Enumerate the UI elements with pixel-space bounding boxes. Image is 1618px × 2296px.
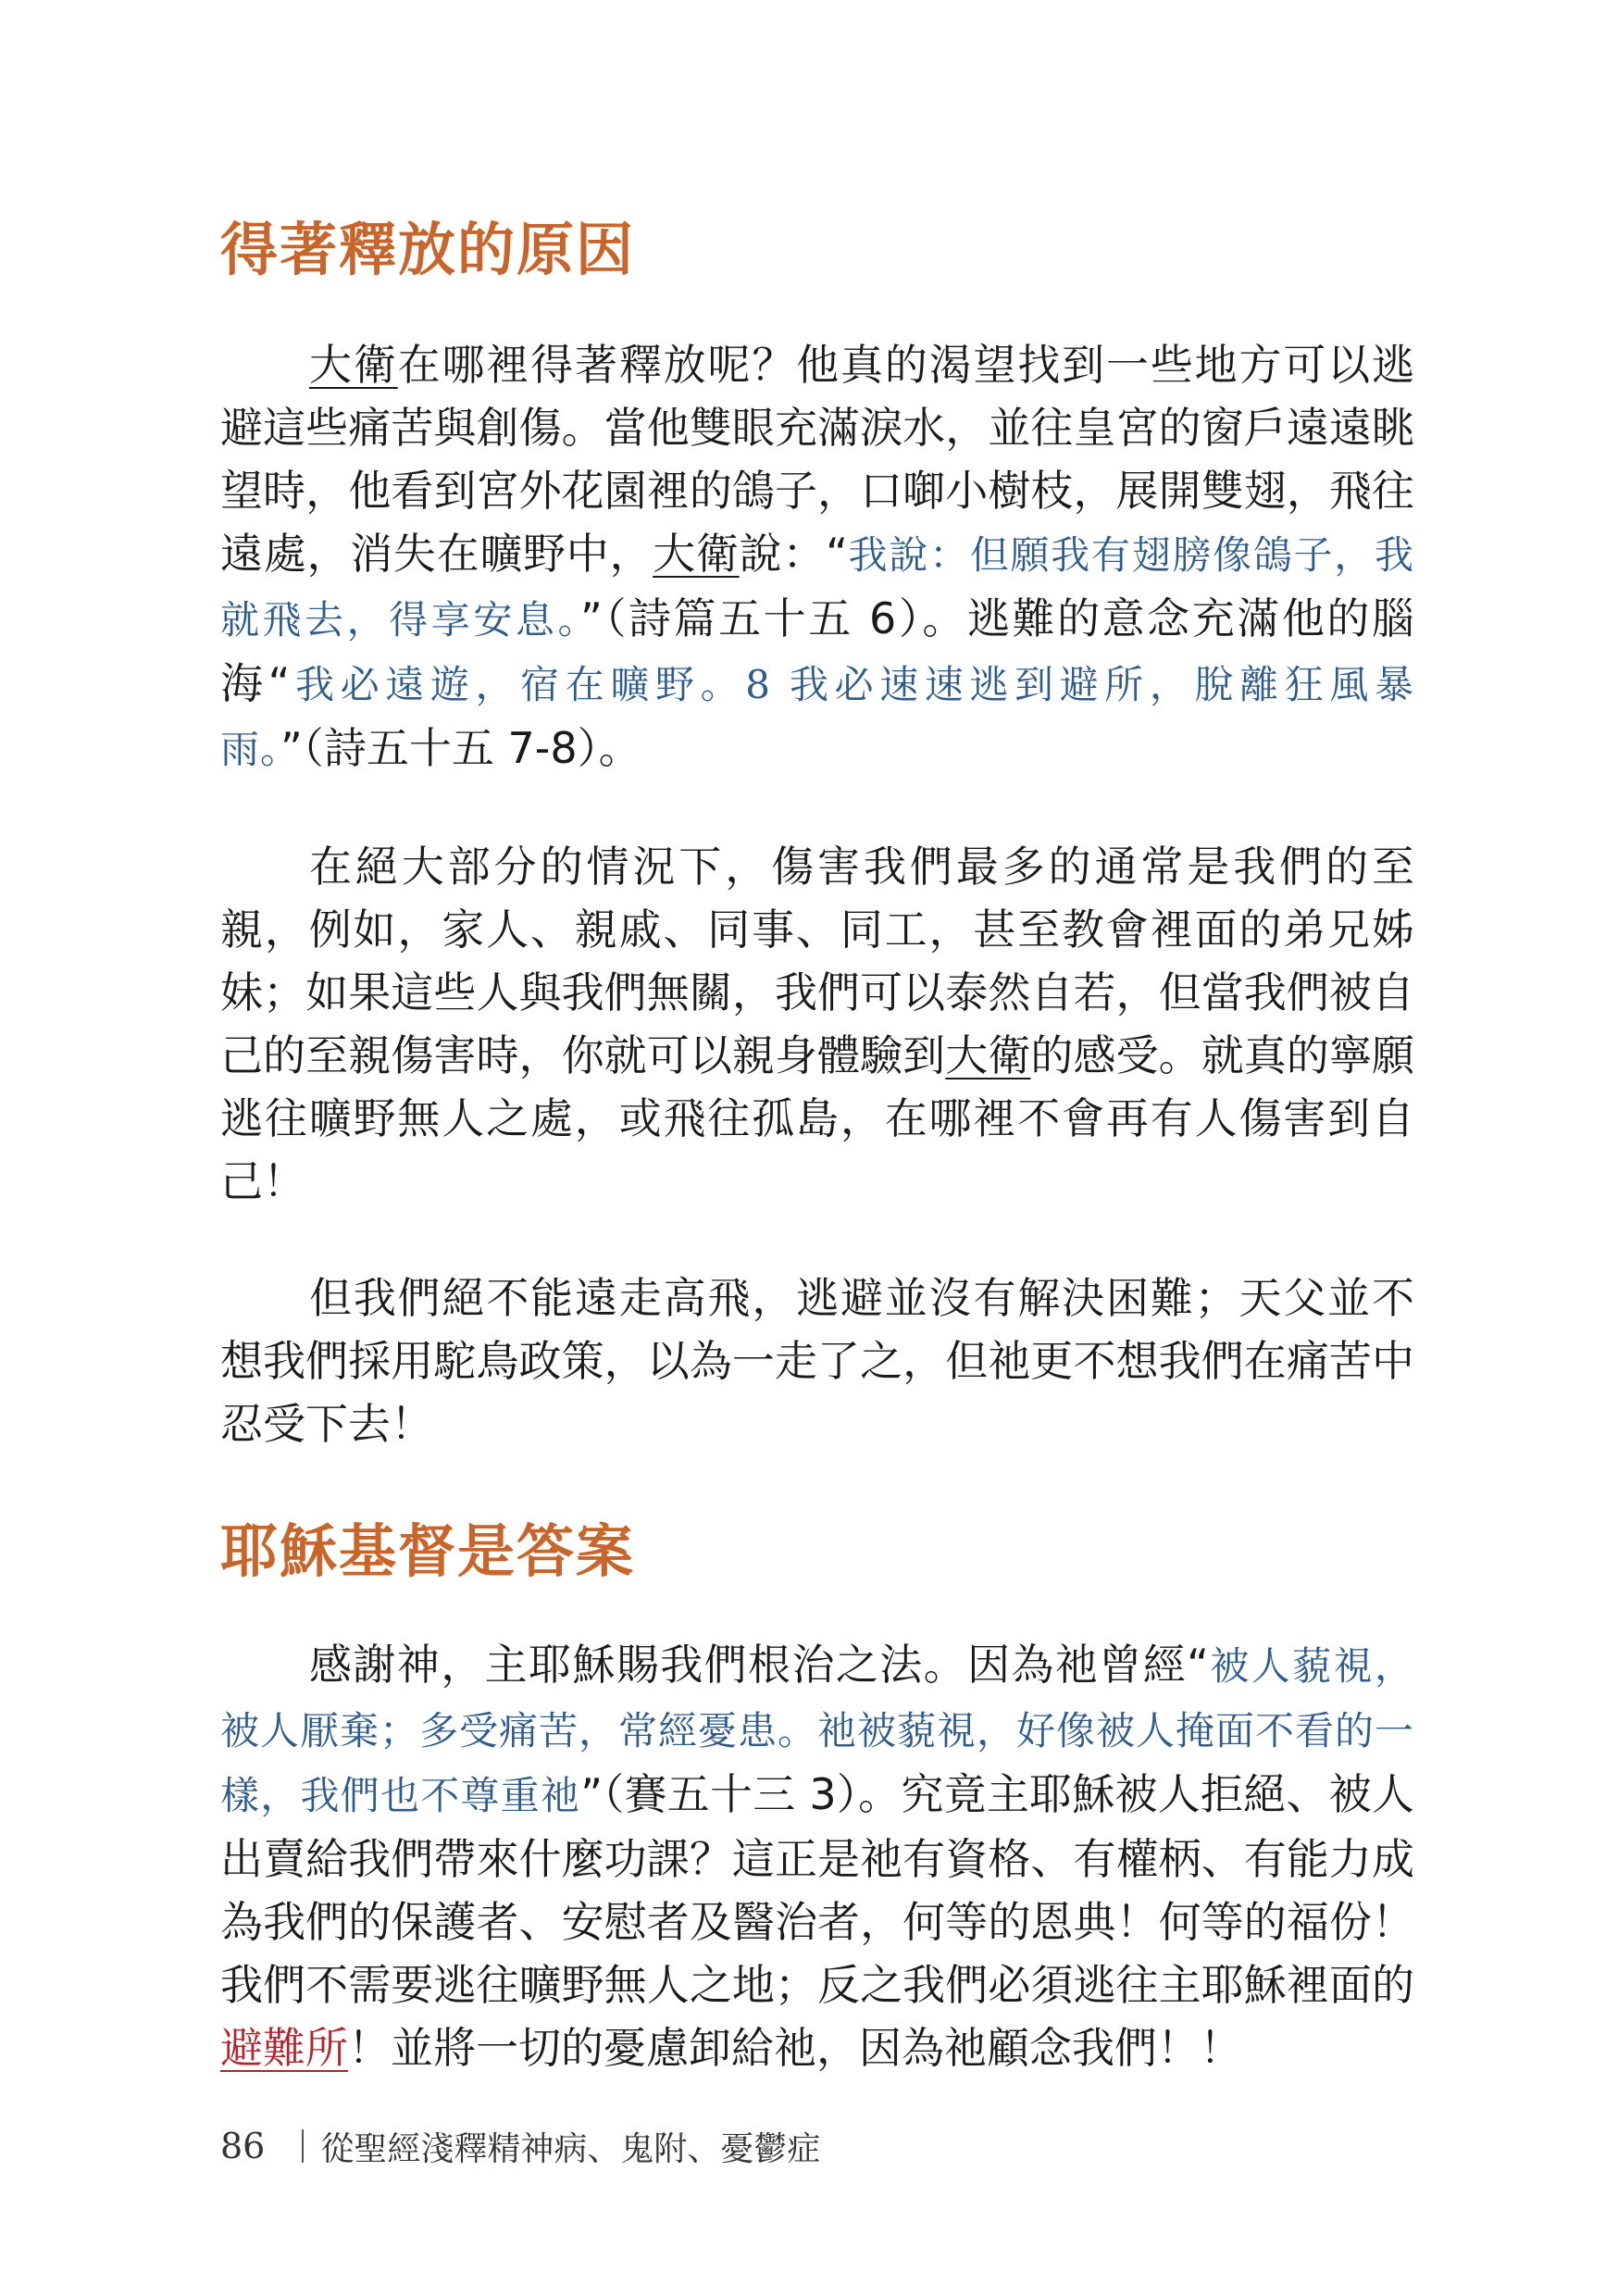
refuge-link[interactable]: 避難所 [220,2023,348,2073]
paragraph-text: （詩五十五 7-8）。 [302,723,641,773]
quote-mark-open: “ [1187,1640,1209,1690]
scripture-quote: 被人藐視，被人厭棄；多受痛苦，常經憂患。祂被藐視，好像被人掩面不看的一樣，我們也不尊重祂 [220,1643,1415,1818]
paragraph-text: 在哪裡得著釋放呢？他真的渴望找到一些地方可以逃避這些痛苦與創傷。當他雙眼充滿淚水，並往皇宮的窗戶遠遠眺望時，他看到宮外花園裡的鴿子，口啣小樹枝，展開雙翅，飛往遠處，消失在曠野中， [220,340,1415,579]
section-heading-jesus-answer: 耶穌基督是答案 [220,1517,636,1585]
scripture-quote: 我必遠遊，宿在曠野。8 我必速速逃到避所，脫離狂風暴雨。 [220,662,1415,772]
page-content [220,213,1414,2079]
name-david: 大衛 [309,340,398,390]
quote-mark-close: ” [280,723,303,773]
quote-mark-close: ” [580,1769,604,1819]
paragraph-text: 感謝神，主耶穌賜我們根治之法。因為祂曾經 [309,1640,1188,1690]
quote-mark-close: ” [580,593,603,643]
book-title: 從聖經淺釋精神病、鬼附、憂鬱症 [320,2129,821,2168]
paragraph-text: ！並將一切的憂慮卸給祂，因為祂顧念我們！！ [348,2023,1242,2073]
section-heading-release: 得著釋放的原因 [220,216,636,283]
name-david: 大衛 [945,1030,1031,1080]
name-david: 大衛 [653,529,740,579]
paragraph-close-ones [220,835,1414,1213]
paragraph-text: （詩篇五十五 6）。逃難的意念充滿他的腦海 [220,593,1414,708]
paragraph-text: 說： [739,529,827,579]
paragraph-text: 在絕大部分的情況下，傷害我們最多的通常是我們的至親，例如，家人、親戚、同事、同工，甚至教會裡面的弟兄姊妹；如果這些人與我們無關，我們可以泰然自若，但當我們被自己的至親傷害時，你就可以親身體驗到 [220,842,1414,1080]
paragraph-jesus-remedy [220,1633,1414,2079]
paragraph-cannot-flee: 但我們絕不能遠走高飛，逃避並沒有解決困難；天父並不想我們採用駝鳥政策，以為一走了之，但祂更不想我們在痛苦中忍受下去！ [220,1273,1414,1449]
paragraph-text: 的感受。就真的寧願逃往曠野無人之處，或飛往孤島，在哪裡不會再有人傷害到自己！ [220,1030,1415,1206]
footer-divider [302,2129,304,2163]
quote-mark-open: “ [826,529,848,579]
page-footer [220,2118,820,2174]
quote-mark-open: “ [268,658,291,708]
paragraph-david-escape [220,333,1414,781]
paragraph-text: （賽五十三 3）。究竟主耶穌被人拒絕、被人出賣給我們帶來什麼功課？這正是祂有資格、有權柄、有能力成為我們的保護者、安慰者及醫治者，何等的恩典！何等的福份！我們不需要逃往曠野無人之地；反之我們必須逃往主耶穌裡面的 [220,1769,1414,2010]
page-number: 86 [220,2126,266,2166]
scripture-quote: 我說：但願我有翅膀像鴿子，我就飛去，得享安息。 [220,532,1415,643]
